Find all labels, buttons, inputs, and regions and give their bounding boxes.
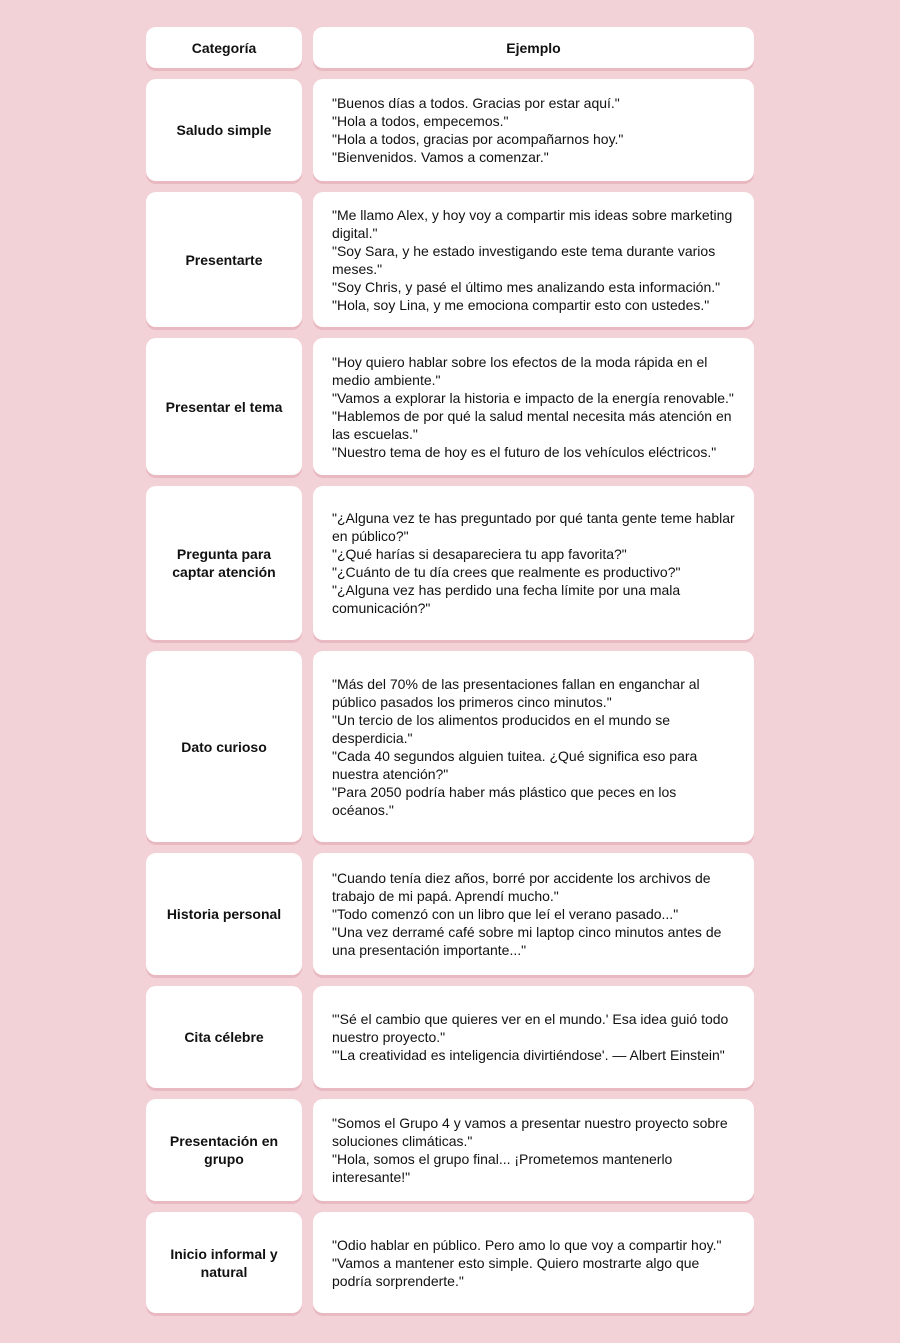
example-line: "¿Alguna vez te has preguntado por qué tanta gente teme hablar en público?"	[332, 510, 735, 544]
example-line: "Para 2050 podría haber más plástico que peces en los océanos."	[332, 783, 677, 818]
example-line: "Vamos a mantener esto simple. Quiero mostrarte algo que podría sorprenderte."	[332, 1254, 700, 1289]
example-line: "¿Alguna vez has perdido una fecha límite por una mala comunicación?"	[332, 582, 681, 616]
example-line: "Hola a todos, gracias por acompañarnos hoy."	[332, 131, 624, 147]
example-line: "Soy Chris, y pasé el último mes analizando esta información."	[332, 278, 721, 295]
table-header	[146, 27, 754, 68]
category-cell: Inicio informal y natural	[146, 1212, 302, 1313]
examples-table	[146, 27, 754, 1313]
example-line: "Un tercio de los alimentos producidos en el mundo se desperdicia."	[332, 711, 671, 746]
example-cell	[313, 853, 754, 975]
example-line: "Nuestro tema de hoy es el futuro de los vehículos eléctricos."	[332, 443, 717, 460]
table-body	[146, 79, 754, 1313]
example-line: "Hola, soy Lina, y me emociona compartir esto con ustedes."	[332, 296, 710, 313]
category-cell: Pregunta para captar atención	[146, 486, 302, 640]
table-row	[146, 651, 754, 842]
table-row	[146, 79, 754, 181]
example-line: "Me llamo Alex, y hoy voy a compartir mis ideas sobre marketing digital."	[332, 206, 733, 241]
category-cell: Presentación en grupo	[146, 1099, 302, 1201]
example-cell	[313, 79, 754, 181]
example-line: "Hola, somos el grupo final... ¡Prometemos mantenerlo interesante!"	[332, 1151, 673, 1185]
category-cell: Dato curioso	[146, 651, 302, 842]
table-row	[146, 1099, 754, 1201]
category-cell: Presentar el tema	[146, 338, 302, 475]
example-cell	[313, 651, 754, 842]
example-line: "Cada 40 segundos alguien tuitea. ¿Qué significa eso para nuestra atención?"	[332, 747, 698, 782]
example-cell	[313, 338, 754, 475]
table-row	[146, 338, 754, 475]
header-example: Ejemplo	[313, 27, 754, 68]
example-line: "'Sé el cambio que quieres ver en el mundo.' Esa idea guió todo nuestro proyecto."	[332, 1011, 729, 1045]
example-line: "Cuando tenía diez años, borré por accidente los archivos de trabajo de mi papá. Aprendí mucho."	[332, 870, 711, 904]
example-cell	[313, 1212, 754, 1313]
table-row	[146, 486, 754, 640]
example-line: "¿Qué harías si desapareciera tu app favorita?"	[332, 546, 627, 562]
category-cell: Presentarte	[146, 192, 302, 327]
table-row	[146, 853, 754, 975]
example-line: "Más del 70% de las presentaciones fallan en enganchar al público pasados los primeros cinco minutos."	[332, 675, 700, 710]
example-line: "Bienvenidos. Vamos a comenzar."	[332, 149, 549, 165]
category-cell: Saludo simple	[146, 79, 302, 181]
category-cell: Cita célebre	[146, 986, 302, 1088]
category-cell: Historia personal	[146, 853, 302, 975]
example-line: "Somos el Grupo 4 y vamos a presentar nuestro proyecto sobre soluciones climáticas."	[332, 1115, 728, 1149]
table-row	[146, 1212, 754, 1313]
header-category: Categoría	[146, 27, 302, 68]
example-line: "Soy Sara, y he estado investigando este tema durante varios meses."	[332, 242, 716, 277]
example-line: "Hola a todos, empecemos."	[332, 113, 509, 129]
example-line: "Hablemos de por qué la salud mental necesita más atención en las escuelas."	[332, 407, 732, 442]
example-cell	[313, 1099, 754, 1201]
example-line: "'La creatividad es inteligencia divirtiéndose'. — Albert Einstein"	[332, 1047, 725, 1063]
example-line: "¿Cuánto de tu día crees que realmente es productivo?"	[332, 564, 681, 580]
example-cell	[313, 192, 754, 327]
example-cell	[313, 986, 754, 1088]
example-line: "Una vez derramé café sobre mi laptop cinco minutos antes de una presentación importante..."	[332, 924, 722, 958]
example-line: "Hoy quiero hablar sobre los efectos de la moda rápida en el medio ambiente."	[332, 353, 708, 388]
example-line: "Buenos días a todos. Gracias por estar aquí."	[332, 95, 620, 111]
table-row	[146, 192, 754, 327]
table-row	[146, 986, 754, 1088]
example-cell	[313, 486, 754, 640]
example-line: "Odio hablar en público. Pero amo lo que voy a compartir hoy."	[332, 1236, 722, 1253]
example-line: "Todo comenzó con un libro que leí el verano pasado..."	[332, 906, 679, 922]
example-line: "Vamos a explorar la historia e impacto de la energía renovable."	[332, 389, 734, 406]
